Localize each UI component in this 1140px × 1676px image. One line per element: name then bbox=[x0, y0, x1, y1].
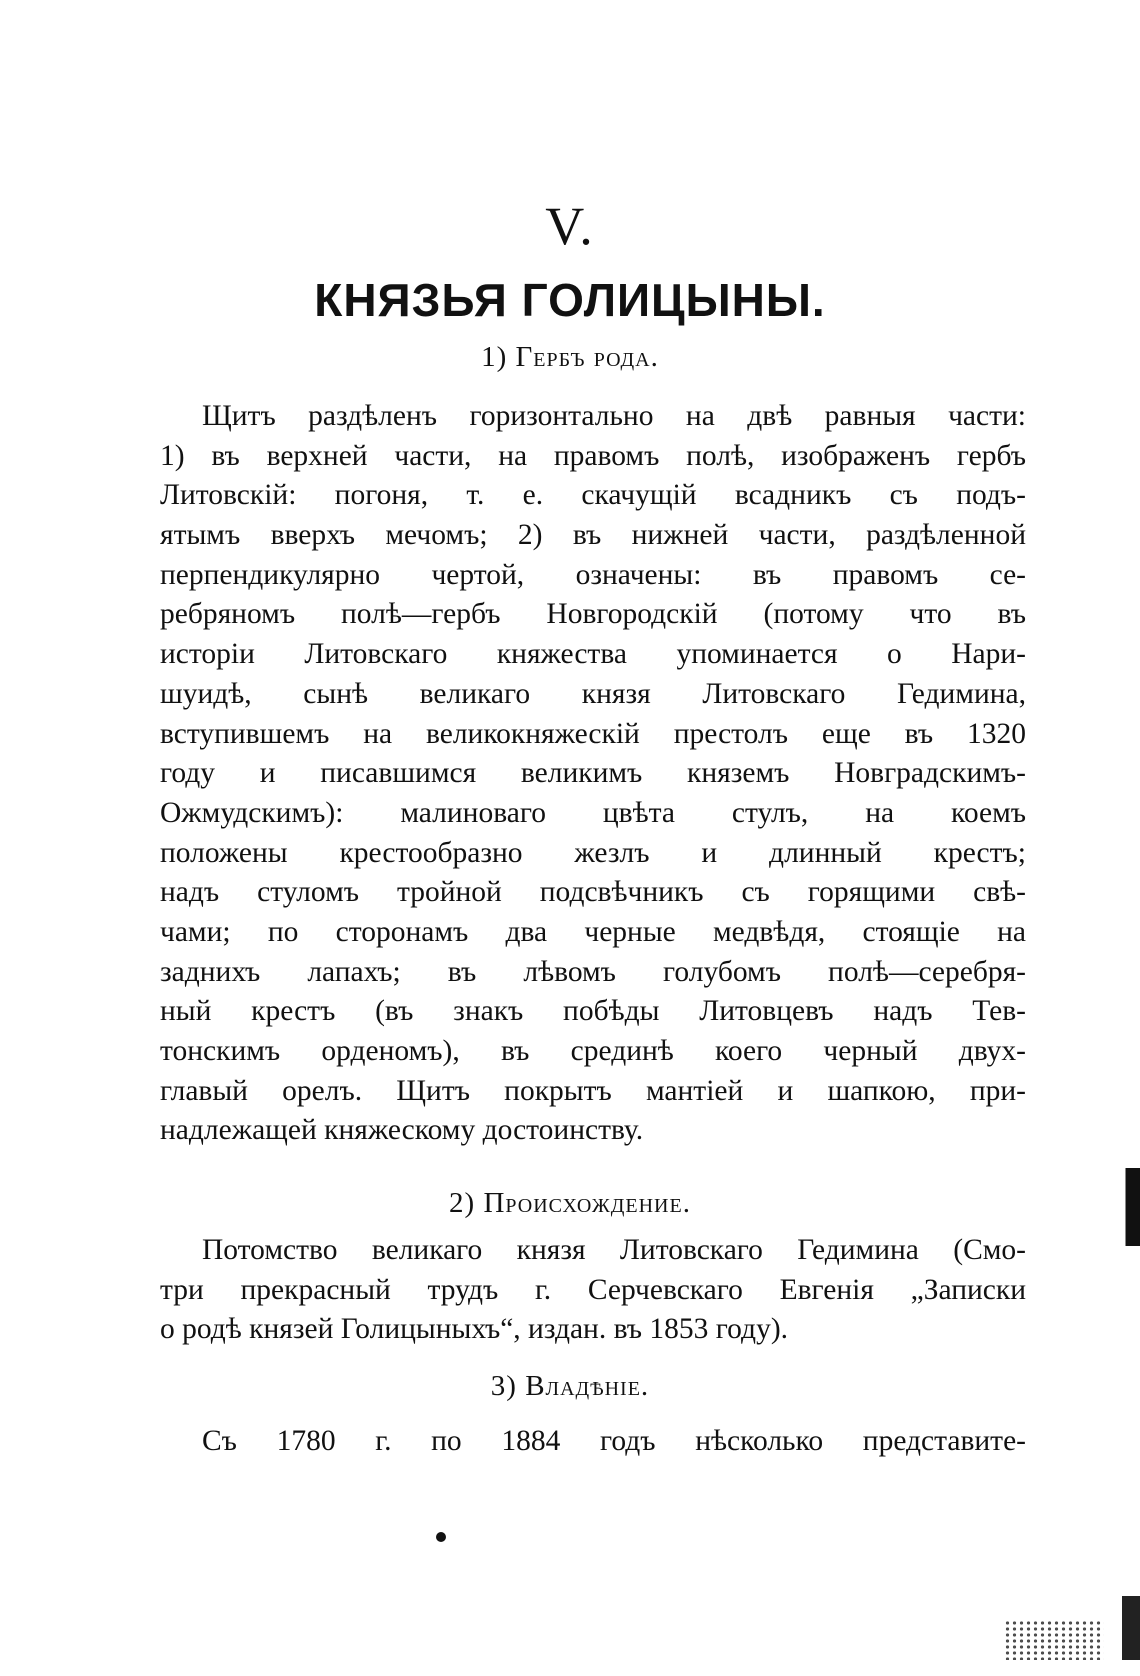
text-line: заднихъ лапахъ; въ лѣвомъ голубомъ полѣ—серебря- bbox=[160, 955, 1026, 988]
text-line: Потомство великаго князя Литовскаго Гедимина (Смо- bbox=[202, 1234, 1026, 1266]
section-body-coat-of-arms bbox=[160, 397, 1026, 1151]
text-line: Съ 1780 г. по 1884 годъ нѣсколько представите- bbox=[202, 1425, 1026, 1457]
text-line: три прекрасный трудъ г. Серчевскаго Евгенія „Записки bbox=[160, 1273, 1026, 1306]
text-line: исторіи Литовскаго княжества упоминается о Нари- bbox=[160, 638, 1026, 671]
text-line: ребряномъ полѣ—гербъ Новгородскій (потому что въ bbox=[160, 598, 1026, 631]
scan-edge-mark bbox=[1104, 1168, 1140, 1246]
chapter-number: V. bbox=[545, 196, 595, 256]
text-line: Щитъ раздѣленъ горизонтально на двѣ равныя части: bbox=[202, 400, 1026, 432]
text-line: ный крестъ (въ знакъ побѣды Литовцевъ надъ Тев- bbox=[160, 995, 1026, 1028]
ink-dot bbox=[436, 1532, 446, 1542]
text-line: о родѣ князей Голицыныхъ“, издан. въ 1853 году). bbox=[160, 1313, 789, 1346]
text-line: шуидѣ, сынѣ великаго князя Литовскаго Гедимина, bbox=[160, 677, 1026, 710]
text-line: надъ стуломъ тройной подсвѣчникъ съ горящими свѣ- bbox=[160, 876, 1026, 909]
text-line: главый орелъ. Щитъ покрытъ мантіей и шапкою, при- bbox=[160, 1074, 1026, 1107]
text-line: Литовскій: погоня, т. е. скачущій всадникъ съ подъ- bbox=[160, 479, 1026, 512]
text-line: надлежащей княжескому достоинству. bbox=[160, 1114, 644, 1147]
text-line: перпендикулярно чертой, означены: въ правомъ се- bbox=[160, 558, 1026, 591]
section-body-ownership bbox=[160, 1422, 1026, 1462]
section-body-origin bbox=[160, 1231, 1026, 1350]
text-line: тонскимъ орденомъ), въ срединѣ коего черный двух- bbox=[160, 1035, 1026, 1067]
section-heading-origin: 2) Происхождение. bbox=[449, 1187, 691, 1219]
text-line: Ожмудскимъ): малиноваго цвѣта стулъ, на коемъ bbox=[160, 796, 1026, 829]
scan-speckle bbox=[1004, 1620, 1104, 1660]
text-line: году и писавшимся великимъ княземъ Новградскимъ- bbox=[160, 757, 1026, 790]
section-heading-ownership: 3) Владѣніе. bbox=[490, 1370, 650, 1402]
text-line: ятымъ вверхъ мечомъ; 2) въ нижней части, раздѣленной bbox=[160, 519, 1026, 552]
text-line: чами; по сторонамъ два черные медвѣдя, стоящіе на bbox=[160, 915, 1026, 948]
chapter-title: КНЯЗЬЯ ГОЛИЦЫНЫ. bbox=[314, 274, 826, 326]
text-line: положены крестообразно жезлъ и длинный крестъ; bbox=[160, 836, 1026, 869]
section-heading-coat-of-arms: 1) Гербъ рода. bbox=[481, 341, 659, 373]
scan-edge-mark bbox=[1122, 1596, 1140, 1660]
text-line: 1) въ верхней части, на правомъ полѣ, изображенъ гербъ bbox=[160, 439, 1026, 472]
text-line: вступившемъ на великокняжескій престолъ еще въ 1320 bbox=[160, 717, 1026, 750]
